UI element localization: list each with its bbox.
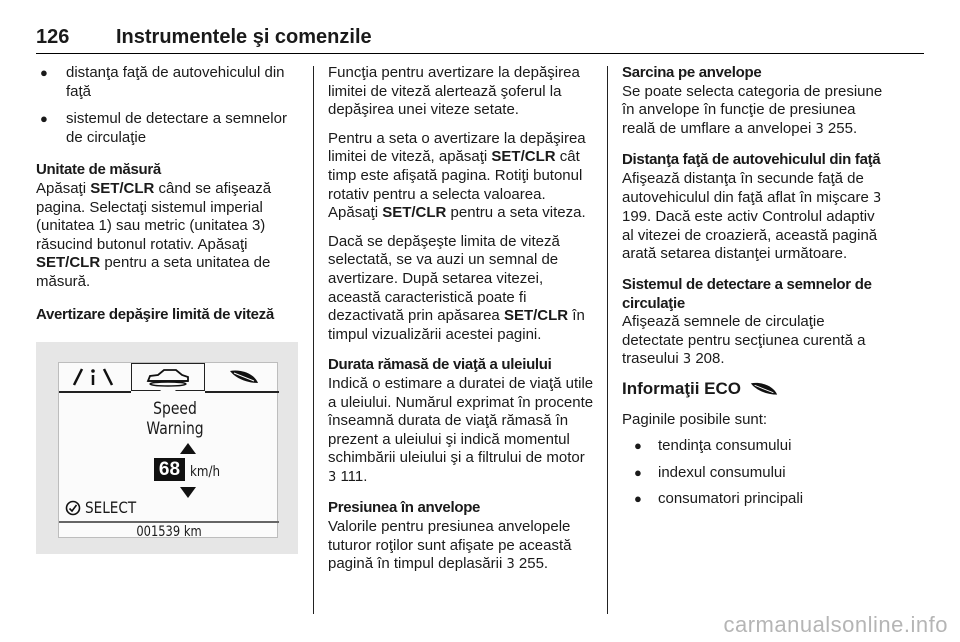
eco-heading <box>622 380 888 399</box>
unit-paragraph <box>36 180 298 292</box>
eco-intro: Paginile posibile sunt: <box>622 410 768 428</box>
list-item: ● tendinţa consumului <box>622 437 888 456</box>
eco-heading-text: Informaţii ECO <box>622 378 742 398</box>
speed-set-paragraph <box>328 130 594 223</box>
page-header <box>36 26 924 54</box>
page-number: 126 <box>36 26 70 48</box>
speed-unit: km/h <box>190 464 221 481</box>
text-run: Indică o estimare a duratei de viaţă utile a uleiului. Numărul exprimat în procente înseamnă durata de viaţă rămasă în prezent a uleiului şi indică momentul schimbării uleiului şi a filtrului de motor <box>328 374 594 467</box>
tire-pressure-paragraph <box>328 518 594 575</box>
tire-pressure-heading: Presiunea în anvelope <box>328 499 481 517</box>
instrument-display <box>58 362 278 541</box>
list-item: ● consumatori principali <box>622 490 888 509</box>
text-run: Pentru a seta o avertizare la depăşirea limitei de viteză, apăsaţi <box>328 129 586 166</box>
page-ref-icon: 3 <box>506 557 515 573</box>
distance-paragraph <box>622 170 888 264</box>
list-item: ● indexul consumului <box>622 464 888 483</box>
speed-warning-figure <box>36 342 298 554</box>
column-3 <box>622 64 888 517</box>
road-warning-icon <box>59 363 127 391</box>
page-reference: 208. <box>691 350 725 368</box>
text-run: când se afişează pagina. Selectaţi sistemul imperial (unitatea 1) sau metric (unitatea 3) răsucind butonul rotativ. Apăsaţi <box>36 179 272 253</box>
page-ref-icon: 3 <box>682 352 692 368</box>
unit-heading: Unitate de măsură <box>36 161 161 179</box>
text-run: în timpul vizualizării acestei pagini. <box>328 307 585 343</box>
text-run: Se poate selecta categoria de presiune în anvelope în funcţie de presiunea reală de umflare a anvelopei <box>622 82 883 137</box>
select-row <box>65 499 145 518</box>
text-run: 199. Dacă este activ Controlul adaptiv al vitezei de croazieră, această pagină arată setarea distanţei următoare. <box>622 208 878 263</box>
display-tabs <box>59 363 279 391</box>
text-run: Afişează semnele de circulaţie detectate pentru secţiunea curentă a traseului <box>622 313 866 368</box>
page-title: Instrumentele şi comenzile <box>116 26 372 48</box>
check-circle-icon <box>65 500 81 516</box>
speed-label-line: Speed <box>153 399 197 420</box>
page-ref-icon: 3 <box>815 121 824 137</box>
list-item: ● distanţa faţă de autovehiculul din faţă <box>36 64 298 101</box>
tab-pointer <box>160 390 176 397</box>
button-label: SET/CLR <box>382 204 447 222</box>
eco-pages-list <box>622 437 888 509</box>
tab-underline <box>205 391 279 393</box>
eco-leaf-icon <box>209 363 279 391</box>
text-run: pentru a seta viteza. <box>446 204 586 222</box>
page-reference: 255. <box>823 119 858 137</box>
warning-label-line: Warning <box>146 419 204 440</box>
select-label: SELECT <box>85 498 137 518</box>
text-run: cât timp este afişată pagina. Rotiţi butonul rotativ pentru a selecta valoarea. Apăsaţi <box>328 148 583 222</box>
button-label: SET/CLR <box>90 179 155 197</box>
up-triangle-icon <box>180 443 196 454</box>
oil-life-heading: Durata rămasă de viaţă a uleiului <box>328 356 552 374</box>
column-divider <box>313 66 314 614</box>
feature-list <box>36 64 298 147</box>
speed-warning-paragraph: Funcţia pentru avertizare la depăşirea limitei de viteză alertează şoferul la depăşirea unei viteze setate. <box>328 64 580 119</box>
page-ref-icon: 3 <box>872 190 882 206</box>
page-reference: 111. <box>336 467 368 485</box>
sign-detection-paragraph <box>622 313 888 370</box>
button-label: SET/CLR <box>503 307 569 325</box>
tire-load-paragraph <box>622 83 888 140</box>
text-run: Dacă se depăşeşte limita de viteză selectată, se va auzi un semnal de avertizare. După setarea vitezei, această caracteristică poate fi dezactivată prin apăsarea <box>328 232 560 325</box>
speed-value: 68 <box>154 458 185 481</box>
eco-leaf-icon <box>749 381 779 397</box>
list-item: ● sistemul de detectare a semnelor de circulaţie <box>36 110 298 147</box>
speed-warning-heading: Avertizare depăşire limită de viteză <box>36 305 274 323</box>
down-triangle-icon <box>180 487 196 498</box>
text-run: pentru a seta unitatea de măsură. <box>36 254 271 290</box>
button-label: SET/CLR <box>491 148 556 166</box>
tire-load-heading: Sarcina pe anvelope <box>622 64 762 81</box>
column-2 <box>328 64 594 585</box>
distance-heading: Distanţa faţă de autovehiculul din faţă <box>622 151 881 169</box>
speed-warning-label <box>142 399 208 439</box>
page-reference: 255. <box>514 555 549 573</box>
text-run: Afişează distanţa în secunde faţă de autovehiculul din faţă aflat în mişcare <box>622 169 873 206</box>
column-1 <box>36 64 298 554</box>
column-divider <box>607 66 608 614</box>
sign-detection-heading: Sistemul de detectare a semnelor de circulaţie <box>622 275 872 312</box>
odometer-reading: 001539 km <box>136 524 202 541</box>
oil-life-paragraph <box>328 375 594 488</box>
button-label: SET/CLR <box>36 254 101 272</box>
text-run: Apăsaţi <box>36 179 91 197</box>
speed-exceed-paragraph <box>328 233 594 345</box>
text-run: Valorile pentru presiunea anvelopele tuturor roţilor sunt afişate pe această pagină în timpul deplasării <box>328 518 572 573</box>
tab-underline <box>59 391 131 393</box>
watermark: carmanualsonline.info <box>723 612 948 637</box>
page-ref-icon: 3 <box>328 469 337 485</box>
car-icon <box>131 363 205 391</box>
